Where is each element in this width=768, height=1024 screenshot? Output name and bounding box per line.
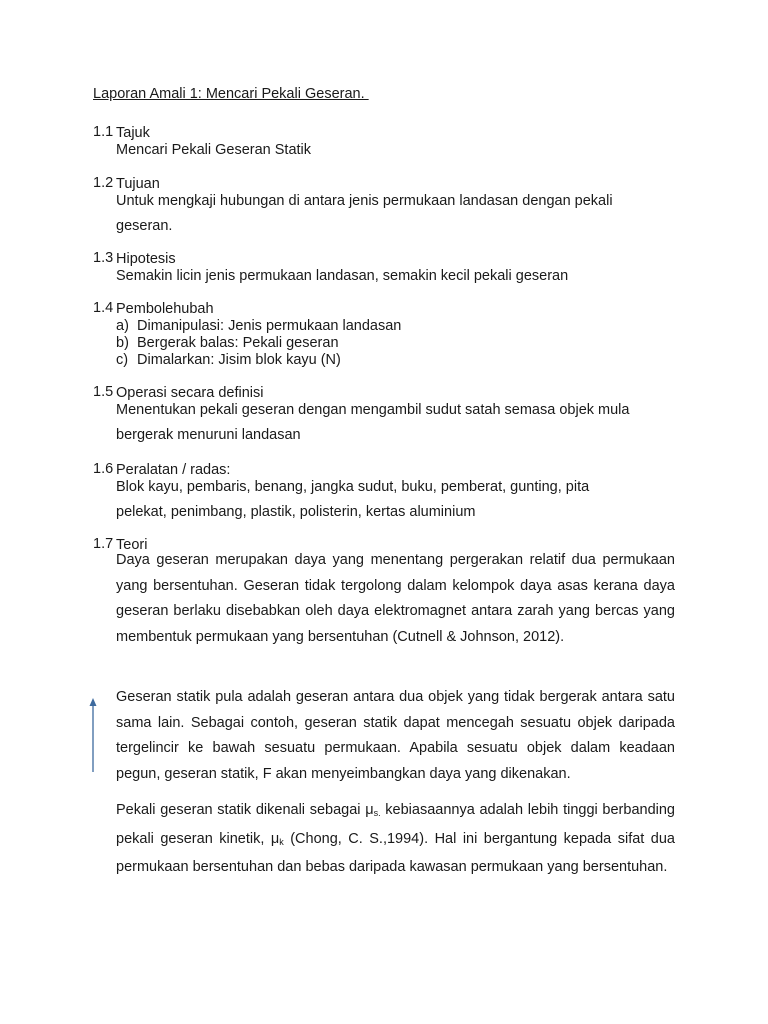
theory-paragraph-3 [116, 798, 675, 881]
section-number: 1.3 [93, 250, 114, 266]
section-hipotesis [93, 250, 683, 285]
section-heading: Pembolehubah [116, 301, 214, 317]
paragraph-text: (Chong, C. S.,1994). Hal ini bergantung kepada sifat dua permukaan bersentuhan dan bebas daripada kawasan permukaan yang bersentuhan. [116, 830, 675, 875]
section-text: Menentukan pekali geseran dengan mengambil sudut satah semasa objek mula bergerak menuruni landasan [116, 402, 630, 443]
report-title: Laporan Amali 1: Mencari Pekali Geseran. [93, 86, 369, 102]
list-marker: b) [116, 335, 129, 351]
section-operasi [93, 384, 683, 448]
section-heading: Hipotesis [116, 251, 176, 267]
list-item [116, 318, 683, 335]
section-number: 1.4 [93, 300, 114, 316]
mu-s-subscript: s. [373, 808, 381, 818]
variable-list [116, 318, 683, 369]
section-number: 1.1 [93, 124, 114, 140]
list-item-text: Dimalarkan: Jisim blok kayu (N) [137, 352, 341, 368]
section-text: Mencari Pekali Geseran Statik [116, 142, 312, 158]
list-item [116, 352, 683, 369]
section-tujuan [93, 175, 683, 239]
list-item-text: Bergerak balas: Pekali geseran [137, 335, 339, 351]
theory-paragraph-1: Daya geseran merupakan daya yang menentang pergerakan relatif dua permukaan yang bersentuhan. Geseran tidak tergolong dalam kelompok daya asas kerana daya geseran berlaku disebabkan oleh daya elektromagnet antara zarah yang bercas yang membentuk permukaan yang bersentuhan (Cutnell & Johnson, 2012). [116, 552, 675, 645]
paragraph-text: kebiasaannya adalah lebih tinggi berbanding pekali geseran kinetik, μ [116, 802, 675, 847]
section-heading: Tujuan [116, 176, 160, 192]
section-text: Semakin licin jenis permukaan landasan, semakin kecil pekali geseran [116, 268, 569, 284]
section-number: 1.7 [93, 536, 114, 552]
list-item-text: Dimanipulasi: Jenis permukaan landasan [137, 318, 402, 334]
section-heading: Peralatan / radas: [116, 462, 231, 478]
list-item [116, 335, 683, 352]
section-pembolehubah [93, 300, 683, 369]
list-marker: a) [116, 318, 129, 334]
mu-k-subscript: k [279, 836, 284, 847]
section-heading: Teori [116, 537, 148, 553]
section-number: 1.5 [93, 384, 114, 400]
section-heading: Tajuk [116, 125, 150, 141]
paragraph-text: Pekali geseran statik dikenali sebagai μ [116, 802, 374, 818]
section-peralatan [93, 461, 683, 525]
section-number: 1.6 [93, 461, 114, 477]
up-arrow-icon [89, 698, 97, 772]
section-text: Blok kayu, pembaris, benang, jangka sudut, buku, pemberat, gunting, pita pelekat, penimbang, plastik, polisterin, kertas aluminium [116, 479, 590, 520]
section-text: Untuk mengkaji hubungan di antara jenis permukaan landasan dengan pekali geseran. [116, 193, 613, 234]
section-heading: Operasi secara definisi [116, 385, 264, 401]
section-number: 1.2 [93, 175, 114, 191]
section-tajuk [93, 124, 683, 159]
list-marker: c) [116, 352, 129, 368]
theory-paragraph-2: Geseran statik pula adalah geseran antara dua objek yang tidak bergerak antara satu sama lain. Sebagai contoh, geseran statik dapat mencegah sesuatu objek daripada tergelincir ke bawah sesuatu permukaan. Apabila sesuatu objek dalam keadaan pegun, geseran statik, F akan menyeimbangkan daya yang dikenakan. [116, 689, 675, 782]
